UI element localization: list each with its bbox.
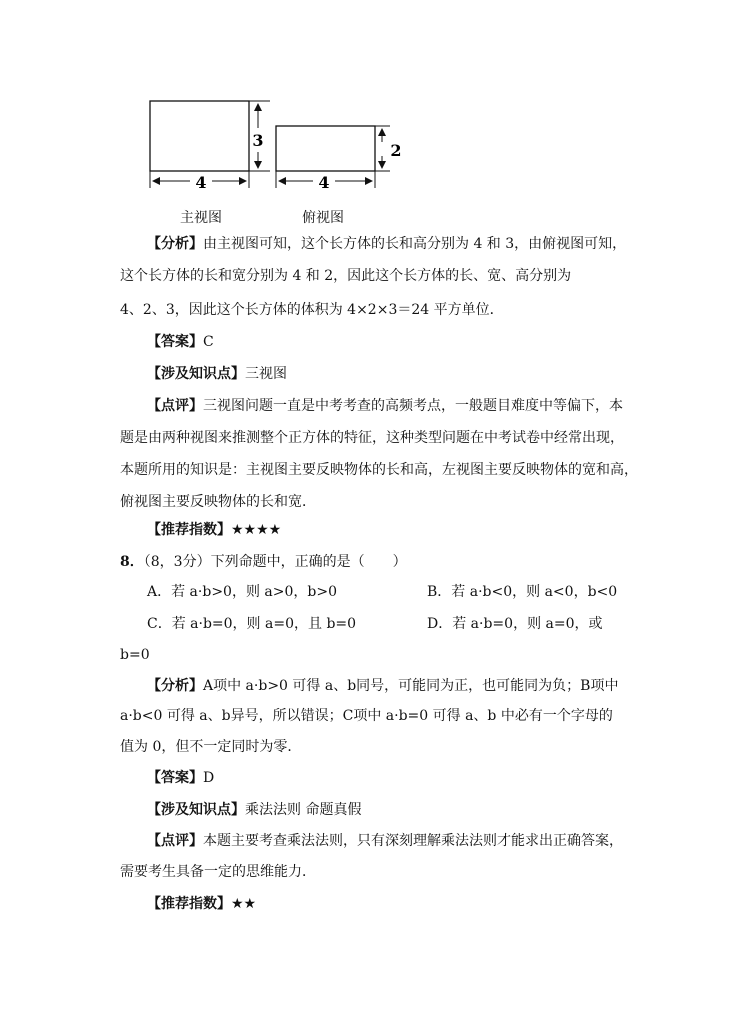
q8-option-d: D．若 a·b=0，则 a=0，或 — [427, 616, 603, 632]
front-view-width-label: 4 — [195, 173, 207, 192]
q7-comment-line-3: 本题所用的知识是：主视图主要反映物体的长和高，左视图主要反映物体的宽和高， — [120, 462, 638, 478]
q7-answer-line — [147, 332, 214, 352]
q8-stem-line — [120, 552, 407, 572]
q8-comment-line-1 — [147, 831, 623, 851]
q8-rating-stars: ★★ — [231, 896, 257, 912]
q8-analysis-line-2: a·b<0 可得 a、b异号，所以错误；C项中 a·b=0 可得 a、b 中必有一个字母的 — [120, 708, 613, 724]
q7-analysis-tag: 【分析】 — [147, 236, 203, 252]
q8-analysis-tag: 【分析】 — [147, 678, 203, 694]
q8-option-c: C．若 a·b=0，则 a=0，且 b=0 — [147, 616, 357, 632]
q7-knowledge-tag: 【涉及知识点】 — [147, 366, 245, 382]
q8-knowledge-tag: 【涉及知识点】 — [147, 802, 245, 818]
front-view-caption: 主视图 — [180, 210, 222, 226]
q7-analysis-text-1: 由主视图可知，这个长方体的长和高分别为 4 和 3，由俯视图可知， — [203, 236, 627, 252]
q8-knowledge-line — [147, 800, 361, 820]
q7-comment-line-2: 题是由两种视图来推测整个正方体的特征，这种类型问题在中考试卷中经常出现， — [120, 430, 624, 446]
q8-analysis-text-1: A项中 a·b>0 可得 a、b同号，可能同为正，也可能同为负；B项中 — [203, 678, 619, 694]
q8-option-b: B．若 a·b<0，则 a<0，b<0 — [427, 584, 618, 600]
top-view-caption: 俯视图 — [302, 210, 344, 226]
top-view-rect — [276, 126, 375, 171]
q7-comment-line-1 — [147, 396, 623, 416]
q7-answer: C — [203, 334, 214, 350]
q7-knowledge: 三视图 — [245, 366, 287, 382]
q7-rating-stars: ★★★★ — [231, 522, 282, 538]
front-view-rect — [150, 101, 249, 171]
q8-rating-tag: 【推荐指数】 — [147, 896, 231, 912]
q8-answer-tag: 【答案】 — [147, 770, 203, 786]
q8-option-a: A．若 a·b>0，则 a>0，b>0 — [147, 584, 337, 600]
q8-knowledge: 乘法法则 命题真假 — [245, 802, 362, 818]
q8-option-d-cont: b=0 — [120, 647, 150, 663]
q7-comment-tag: 【点评】 — [147, 398, 203, 414]
q7-answer-tag: 【答案】 — [147, 334, 203, 350]
q7-analysis-line-3: 4、2、3，因此这个长方体的体积为 4×2×3＝24 平方单位． — [120, 302, 504, 318]
q8-comment-text-1: 本题主要考查乘法法则，只有深刻理解乘法法则才能求出正确答案， — [203, 833, 623, 849]
three-view-figure — [0, 0, 745, 200]
q8-rating-line — [147, 894, 256, 914]
q8-comment-tag: 【点评】 — [147, 833, 203, 849]
q7-comment-line-4: 俯视图主要反映物体的长和宽． — [120, 494, 316, 510]
q7-knowledge-line — [147, 364, 287, 384]
q8-analysis-line-1 — [147, 676, 618, 696]
q8-answer-line — [147, 768, 214, 788]
front-view-height-label: 3 — [252, 131, 264, 150]
q7-comment-text-1: 三视图问题一直是中考考查的高频考点，一般题目难度中等偏下，本 — [203, 398, 623, 414]
q8-analysis-line-3: 值为 0，但不一定同时为零． — [120, 739, 302, 755]
q7-rating-tag: 【推荐指数】 — [147, 522, 231, 538]
top-view-width-label: 4 — [318, 173, 330, 192]
q8-number: 8． — [120, 554, 144, 570]
q8-comment-line-2: 需要考生具备一定的思维能力． — [120, 864, 316, 880]
top-view-height-label: 2 — [390, 141, 402, 160]
q7-analysis-line-2: 这个长方体的长和宽分别为 4 和 2，因此这个长方体的长、宽、高分别为 — [120, 268, 572, 284]
q8-answer: D — [203, 770, 215, 786]
q7-rating-line — [147, 520, 281, 540]
q7-analysis-line-1 — [147, 234, 626, 254]
q8-stem: （8，3分）下列命题中，正确的是（ ） — [143, 554, 407, 570]
